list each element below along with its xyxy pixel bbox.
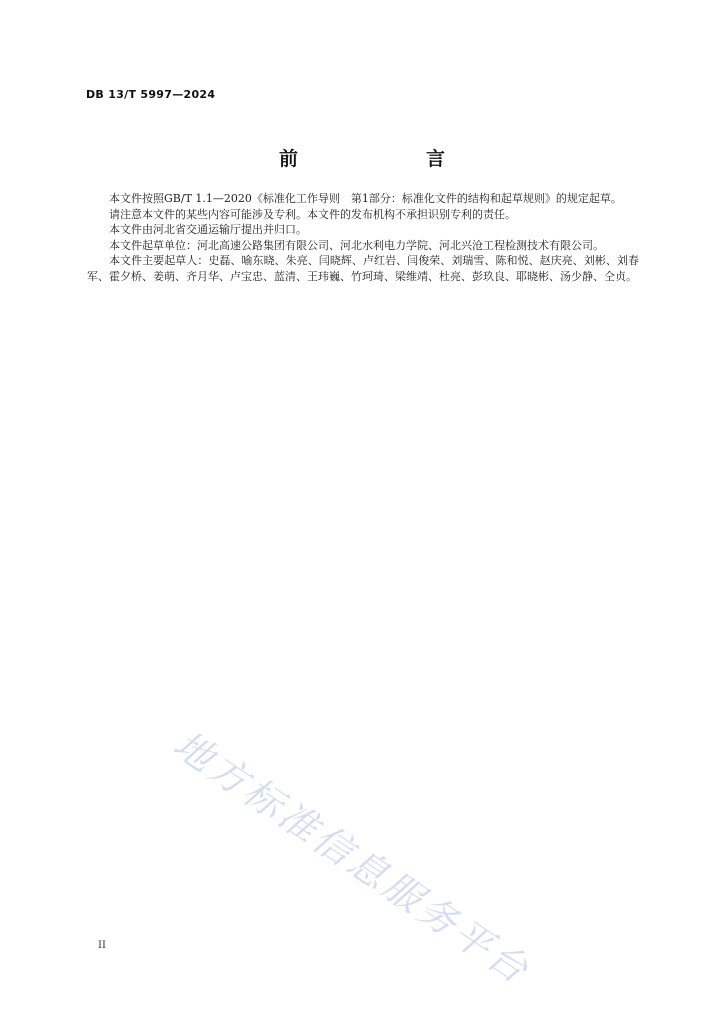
preface-body xyxy=(87,191,639,284)
watermark: 地方标准信息服务平台 xyxy=(165,722,539,994)
paragraph-drafting-units: 本文件起草单位：河北高速公路集团有限公司、河北水利电力学院、河北兴沧工程检测技术有限公司。 xyxy=(109,238,604,252)
paragraph-proposer: 本文件由河北省交通运输厅提出并归口。 xyxy=(109,223,307,236)
document-code: DB 13/T 5997—2024 xyxy=(86,88,216,101)
paragraph-patent-notice: 请注意本文件的某些内容可能涉及专利。本文件的发布机构不承担识别专利的责任。 xyxy=(109,207,516,221)
paragraph-drafting-rules: 本文件按照GB/T 1.1—2020《标准化工作导则 第1部分：标准化文件的结构和起草规则》的规定起草。 xyxy=(109,192,622,205)
page-number: II xyxy=(98,940,106,951)
preface-title: 前 言 xyxy=(278,148,475,170)
paragraph-drafters: 本文件主要起草人：史磊、喻东晓、朱亮、闫晓辉、卢红岩、闫俊荣、刘瑞雪、陈和悦、赵庆亮、刘彬、刘春军、霍夕桥、姜萌、齐月华、卢宝忠、蓝清、王玮巍、竹珂琦、梁维靖、杜亮、彭玖良、耶晓彬、汤少静、仝贞。 xyxy=(87,254,639,283)
